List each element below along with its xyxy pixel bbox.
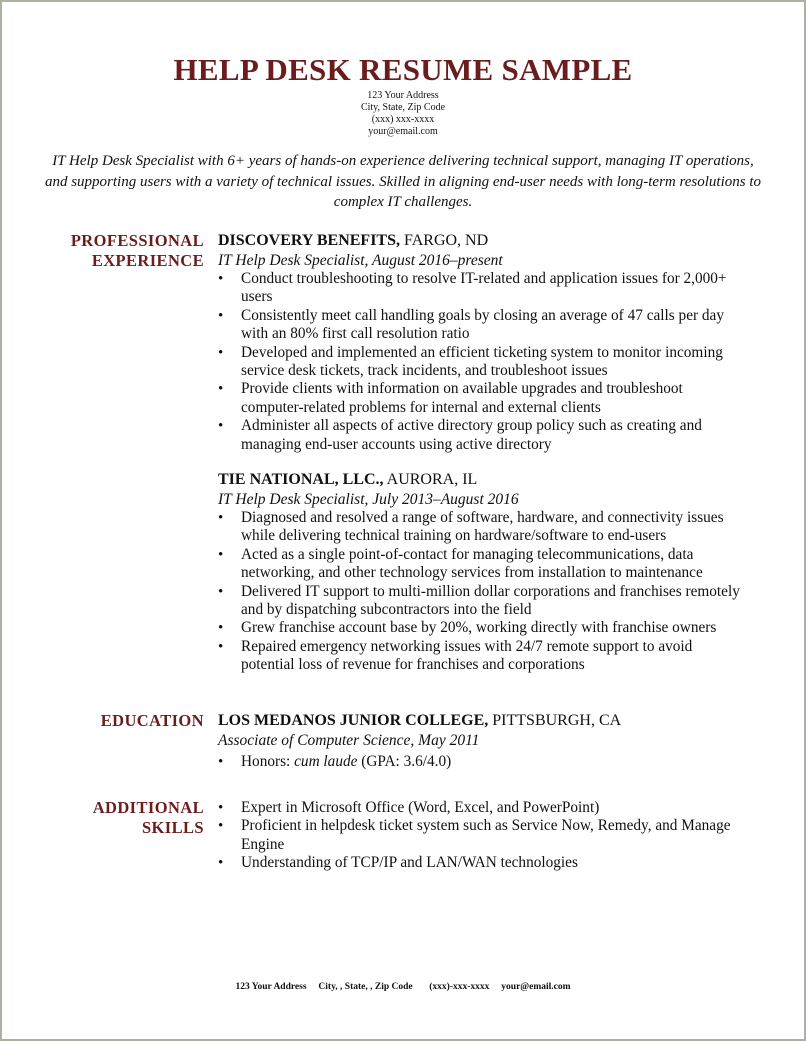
company-location: AURORA, IL	[383, 471, 478, 488]
company-name: TIE NATIONAL, LLC.,	[218, 471, 384, 488]
contact-city: City, State, Zip Code	[360, 102, 446, 113]
skills-label-line2: SKILLS	[141, 818, 204, 837]
experience-label-line2: EXPERIENCE	[91, 251, 204, 270]
list-item: • Provide clients with information on available upgrades and troubleshoot computer-related problems for internal and external clients	[218, 380, 741, 417]
skills-label-line1: ADDITIONAL	[92, 798, 204, 817]
list-item: • Consistently meet call handling goals by closing an average of 47 calls per day with an 80% first call resolution ratio	[218, 307, 741, 344]
school-heading	[218, 711, 778, 731]
education-entry	[218, 711, 778, 771]
job-bullets	[218, 509, 778, 675]
job-bullets	[218, 270, 778, 454]
education-bullets	[218, 753, 778, 771]
job-entry	[218, 231, 778, 454]
list-item: • Diagnosed and resolved a range of software, hardware, and connectivity issues while delivering technical training on hardware/software to end-users	[218, 509, 741, 546]
list-item: • Developed and implemented an efficient ticketing system to monitor incoming service desk tickets, track incidents, and troubleshoot issues	[218, 344, 741, 381]
skills-bullets	[218, 799, 778, 873]
job-heading	[218, 470, 778, 490]
list-item: • Understanding of TCP/IP and LAN/WAN technologies	[218, 854, 741, 872]
school-location: PITTSBURGH, CA	[488, 712, 622, 729]
list-item: • Conduct troubleshooting to resolve IT-related and application issues for 2,000+ users	[218, 270, 741, 307]
contact-address: 123 Your Address	[367, 90, 439, 101]
list-item: • Delivered IT support to multi-million dollar corporations and franchises remotely and by dispatching subcontractors into the field	[218, 583, 741, 620]
honors-italic: cum laude	[294, 753, 358, 770]
company-location: FARGO, ND	[400, 232, 489, 249]
experience-section-label	[42, 231, 204, 271]
company-name: DISCOVERY BENEFITS,	[218, 232, 400, 249]
footer-phone: (xxx)-xxx-xxxx	[429, 982, 490, 992]
footer-email: your@email.com	[501, 982, 571, 992]
school-name: LOS MEDANOS JUNIOR COLLEGE,	[218, 712, 489, 729]
experience-label-line1: PROFESSIONAL	[70, 231, 204, 250]
list-item: • Administer all aspects of active directory group policy such as creating and managing end-user accounts using active directory	[218, 417, 741, 454]
job-role: IT Help Desk Specialist, August 2016–present	[218, 252, 503, 269]
honors-prefix: Honors:	[241, 753, 295, 770]
list-item: • Proficient in helpdesk ticket system such as Service Now, Remedy, and Manage Engine	[218, 817, 741, 854]
contact-email: your@email.com	[368, 126, 438, 137]
list-item: • Repaired emergency networking issues with 24/7 remote support to avoid potential loss of revenue for franchises and corporations	[218, 638, 741, 675]
skills-section-label	[42, 798, 204, 838]
summary: IT Help Desk Specialist with 6+ years of hands-on experience delivering technical support, managing IT operations, and supporting users with a variety of technical issues. Skilled in aligning end-user needs with long-term resolutions to complex IT challenges.	[44, 153, 762, 210]
job-entry	[218, 470, 778, 675]
list-item: • Expert in Microsoft Office (Word, Excel, and PowerPoint)	[218, 799, 741, 817]
resume-title: HELP DESK RESUME SAMPLE	[173, 52, 633, 87]
footer-contact	[2, 982, 804, 992]
list-item: • Grew franchise account base by 20%, working directly with franchise owners	[218, 619, 741, 637]
footer-address: 123 Your Address	[235, 982, 307, 992]
honors-suffix: (GPA: 3.6/4.0)	[357, 753, 452, 770]
list-item	[218, 753, 741, 771]
list-item: • Acted as a single point-of-contact for managing telecommunications, data networking, and other technology services from installation to maintenance	[218, 546, 741, 583]
job-heading	[218, 231, 778, 251]
degree: Associate of Computer Science, May 2011	[218, 732, 480, 749]
footer-city: City, , State, , Zip Code	[318, 982, 413, 992]
education-section-label: EDUCATION	[100, 711, 204, 730]
contact-block	[2, 90, 804, 138]
skills-entry	[218, 799, 778, 873]
job-role: IT Help Desk Specialist, July 2013–August 2016	[218, 491, 519, 508]
contact-phone: (xxx) xxx-xxxx	[371, 114, 435, 125]
